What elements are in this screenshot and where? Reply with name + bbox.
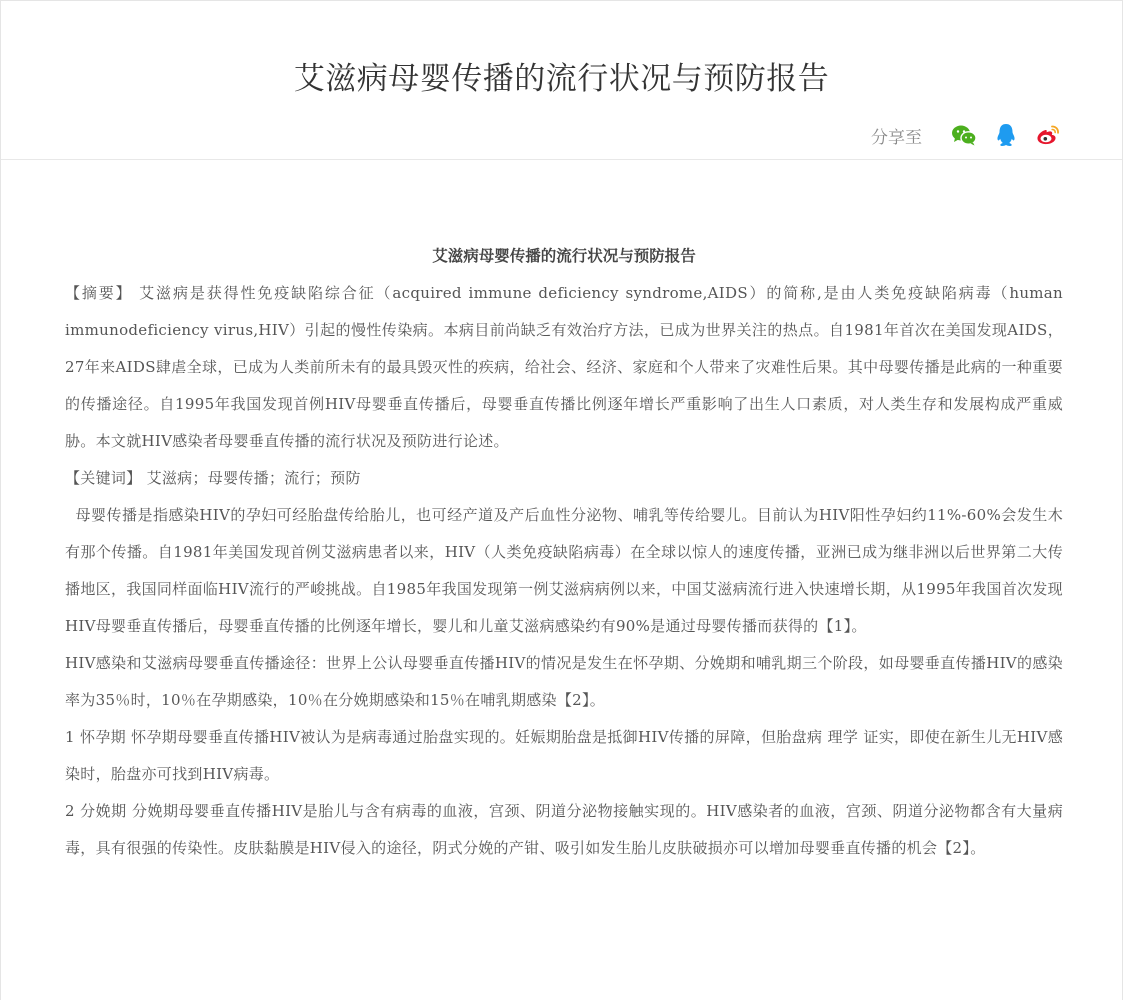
- article-title: 艾滋病母婴传播的流行状况与预防报告: [432, 246, 696, 265]
- paragraph-transmission-routes: HIV感染和艾滋病母婴垂直传播途径：世界上公认母婴垂直传播HIV的情况是发生在怀孕期、分娩期和哺乳期三个阶段，如母婴垂直传播HIV的感染率为35％时，10％在孕期感染，10％在分娩期感染和15％在哺乳期感染【2】。: [65, 654, 1063, 709]
- abstract-label: 【摘要】: [65, 284, 133, 302]
- wechat-icon[interactable]: [950, 121, 978, 149]
- header: [1, 1, 1122, 160]
- paragraph-pregnancy: 1 怀孕期 怀孕期母婴垂直传播HIV被认为是病毒通过胎盘实现的。妊娠期胎盘是抵御HIV传播的屏障，但胎盘病 理学 证实，即使在新生儿无HIV感染时，胎盘亦可找到HIV病毒。: [65, 728, 1063, 783]
- keywords-paragraph: [65, 460, 1063, 497]
- abstract-text: 艾滋病是获得性免疫缺陷综合征（acquired immune deficiency syndrome,AIDS）的简称,是由人类免疫缺陷病毒（human immunodeficiency virus,HIV）引起的慢性传染病。本病目前尚缺乏有效治疗方法，已成为世界关注的热点。自1981年首次在美国发现AIDS，27年来AIDS肆虐全球，已成为人类前所未有的最具毁灭性的疾病，给社会、经济、家庭和个人带来了灾难性后果。其中母婴传播是此病的一种重要的传播途径。自1995年我国发现首例HIV母婴垂直传播后，母婴垂直传播比例逐年增长严重影响了出生人口素质，对人类生存和发展构成严重威胁。本文就HIV感染者母婴垂直传播的流行状况及预防进行论述。: [65, 284, 1064, 450]
- keywords-text: 艾滋病；母婴传播；流行；预防: [141, 469, 361, 487]
- share-label: 分享至: [871, 127, 922, 148]
- qq-icon[interactable]: [992, 121, 1020, 149]
- abstract-paragraph: [65, 275, 1063, 460]
- article-body: [65, 237, 1063, 867]
- page-title: 艾滋病母婴传播的流行状况与预防报告: [293, 61, 830, 97]
- paragraph-intro: 母婴传播是指感染HIV的孕妇可经胎盘传给胎儿，也可经产道及产后血性分泌物、哺乳等传给婴儿。目前认为HIV阳性孕妇约11%-60%会发生木有那个传播。自1981年美国发现首例艾滋病患者以来，HIV（人类免疫缺陷病毒）在全球以惊人的速度传播，亚洲已成为继非洲以后世界第二大传播地区，我国同样面临HIV流行的严峻挑战。自1985年我国发现第一例艾滋病病例以来，中国艾滋病流行进入快速增长期，从1995年我国首次发现HIV母婴垂直传播后，母婴垂直传播的比例逐年增长，婴儿和儿童艾滋病感染约有90%是通过母婴传播而获得的【1】。: [65, 506, 1063, 635]
- weibo-icon[interactable]: [1034, 121, 1062, 149]
- keywords-label: 【关键词】: [65, 469, 142, 487]
- paragraph-delivery: 2 分娩期 分娩期母婴垂直传播HIV是胎儿与含有病毒的血液，宫颈、阴道分泌物接触实现的。HIV感染者的血液，宫颈、阴道分泌物都含有大量病毒，具有很强的传染性。皮肤黏膜是HIV侵入的途径，阴式分娩的产钳、吸引如发生胎儿皮肤破损亦可以增加母婴垂直传播的机会【2】。: [65, 802, 1063, 857]
- share-bar: [871, 121, 1062, 149]
